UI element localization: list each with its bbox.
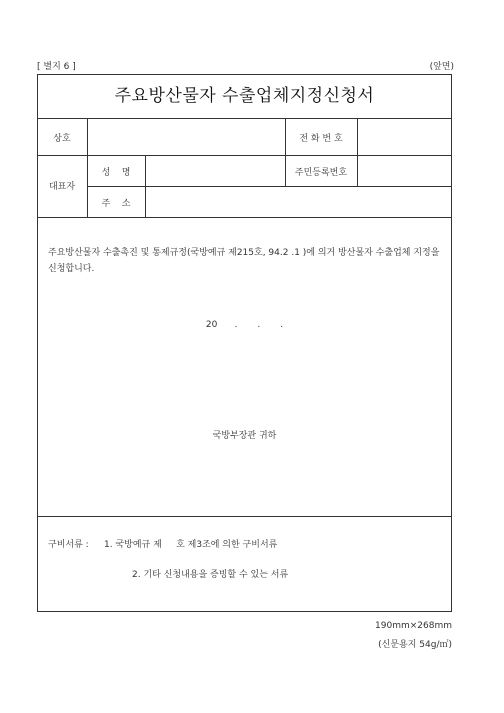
paper-size: 190mm×268mm xyxy=(375,621,452,631)
divider-title xyxy=(37,118,452,119)
recipient: 국방부장관 귀하 xyxy=(212,431,277,441)
divider-docs xyxy=(37,516,452,517)
divider-right-value-start xyxy=(357,118,358,186)
divider-name xyxy=(87,186,452,187)
divider-rep xyxy=(37,217,452,218)
documents-label: 구비서류 : xyxy=(48,540,89,550)
resident-id-label: 주민등록번호 xyxy=(294,168,348,178)
page-side-label: (앞면) xyxy=(429,62,454,72)
form-number: [ 별지 6 ] xyxy=(37,62,76,72)
address-label: 주 소 xyxy=(101,199,131,209)
paper-type: (신문용지 54g/㎡) xyxy=(378,640,452,650)
date-line: 20 . . . xyxy=(205,320,284,330)
form-title: 주요방산물자 수출업체지정신청서 xyxy=(114,86,375,106)
representative-label: 대표자 xyxy=(48,182,76,192)
application-statement: 주요방산물자 수출촉진 및 통제규정(국방예규 제215호, 94.2 .1 )에 의거 방산물자 수출업체 지정을 신청합니다. xyxy=(48,248,440,274)
divider-company xyxy=(37,155,452,156)
document-item-2: 2. 기타 신청내용을 증빙할 수 있는 서류 xyxy=(132,570,289,580)
name-label: 성 명 xyxy=(101,168,131,178)
phone-label: 전 화 번 호 xyxy=(299,134,343,144)
document-item-1: 1. 국방예규 제 호 제3조에 의한 구비서류 xyxy=(104,540,278,550)
company-label: 상호 xyxy=(53,134,71,144)
divider-sub-label-col xyxy=(145,155,146,217)
